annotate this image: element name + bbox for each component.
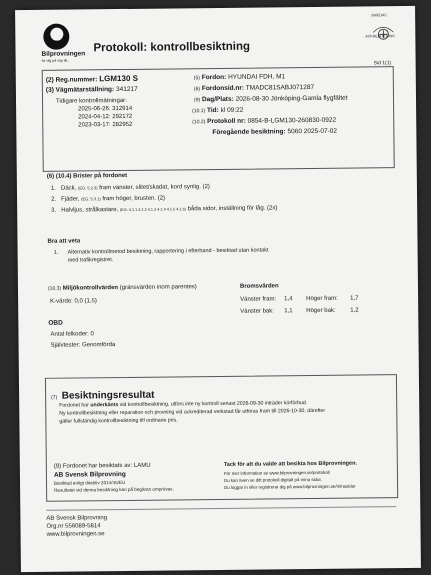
seal-text-mid: ACKREDITERING bbox=[365, 34, 395, 39]
vehicle-id: (6) Fordonsid.nr: TMADC81SABJ071287 bbox=[193, 83, 315, 93]
result-line-2: Ny kontrollbesiktning eller reparation och provning vid ackrediterad verkstad får utföras fram till 2026-10-30, därefter bbox=[59, 407, 326, 417]
brake-left-front-value: 1,4 bbox=[284, 296, 293, 303]
defect-item-2: 2. Fjäder, (EG: 5.3.1) fram höger, brusten. (2) bbox=[51, 195, 166, 203]
previous-reading-1: 2025-06-26: 312914 bbox=[78, 105, 133, 113]
footer-website: www.bilprovningen.se bbox=[46, 531, 105, 538]
thanks-heading: Tack för att du valde att besikta hos Bilprovningen. bbox=[223, 460, 358, 468]
inspector-review-note: Resultatet vid denna besiktning kan på begäran omprövas. bbox=[54, 486, 174, 493]
odometer: (3) Vägmätarställning: 341217 bbox=[45, 85, 138, 94]
brand-tagline: för dig på väg till... bbox=[41, 58, 71, 63]
brand-name: Bilprovningen bbox=[41, 50, 86, 58]
result-heading: (7) Besiktningsresultat bbox=[51, 389, 155, 402]
previous-inspection: Föregående besiktning: 5060 2025-07-02 bbox=[212, 127, 338, 137]
brake-right-front-value: 1,7 bbox=[350, 295, 359, 302]
brake-right-rear-value: 1,2 bbox=[350, 307, 359, 314]
bilprovningen-logo-icon bbox=[43, 24, 69, 50]
result-line-1: Fordonet har underkänts vid kontrollbesiktning, utförs inte ny kontroll senast 2026-09-30 inträder körförbud. bbox=[59, 400, 308, 409]
inspector-company: AB Svensk Bilprovning bbox=[53, 470, 126, 479]
thanks-line-3: Du loggar in eller registrerar dig på www.bilprovningen.se/minasidor bbox=[224, 483, 356, 490]
footer-org-number: Org.nr 556089-5814 bbox=[46, 523, 101, 530]
page-title: Protokoll: kontrollbesiktning bbox=[93, 40, 251, 55]
obd-self-tests: Självtester: Genomförda bbox=[50, 342, 116, 349]
obd-heading: OBD bbox=[48, 319, 63, 327]
inspector-line: (9) Fordonet har besiktats av: LAMU bbox=[53, 462, 151, 470]
previous-reading-3: 2023-03-17: 282952 bbox=[78, 121, 133, 129]
brake-left-front: Vänster fram: bbox=[240, 296, 277, 303]
good-to-know-line-1: Alternativ kontrollmetod besiktning, rapportering i efterhand - besiktad utan kontakt bbox=[67, 247, 269, 256]
defects-heading: (6) (10.4) Brister på fordonet bbox=[46, 172, 128, 180]
defect-item-3: 3. Halvljus, strålkastare, (EG: 4.1.1 4.1.2 4.1.3 4.1.4 4.1.5 4.1.6) båda sidor, inställning för låg. (2x) bbox=[51, 205, 278, 214]
brake-right-rear: Höger bak: bbox=[306, 307, 336, 315]
brake-values-heading: Bromsvärden bbox=[239, 283, 279, 290]
vehicle-model: (5) Fordon: HYUNDAI FDH, M1 bbox=[193, 73, 286, 82]
good-to-know-heading: Bra att veta bbox=[47, 238, 81, 245]
inspector-directive: Besiktad enligt direktiv 2014/45/EU bbox=[53, 479, 126, 486]
environment-heading: (10.3) Miljökontrollvärden (gränsvärden inom parentes) bbox=[47, 284, 197, 292]
defect-item-1: 1. Däck, (EG: 5.2.3) fram vänster, slitet/skadat, kord synlig. (2) bbox=[50, 184, 210, 192]
protocol-number: (10.2) Protokoll nr: 0854-B-LGM130-260830-0922 bbox=[192, 116, 337, 126]
page-number: Sid 1(1) bbox=[373, 60, 392, 67]
date-place: (9) Dag/Plats: 2026-08-30 Jönköping-Gamla flygfältet bbox=[193, 94, 348, 104]
previous-reading-2: 2024-04-12: 292172 bbox=[78, 113, 133, 121]
k-value: K-värde: 0,0 (1,5) bbox=[50, 298, 97, 305]
brake-left-rear-value: 1,1 bbox=[284, 308, 293, 315]
reg-number: (2) Reg.nummer: LGM130 S bbox=[45, 73, 138, 84]
good-to-know-number: 1. bbox=[53, 249, 59, 256]
brake-left-rear: Vänster bak: bbox=[240, 308, 274, 315]
protocol-document bbox=[15, 6, 421, 572]
brake-right-front: Höger fram: bbox=[306, 295, 338, 303]
good-to-know-line-2: med trafikregistret. bbox=[67, 257, 114, 264]
seal-text-top: SWEDAC bbox=[371, 13, 387, 18]
footer-divider bbox=[46, 506, 396, 511]
result-line-3: gäller fullständig kontrollbesiktning till ordinarie pris. bbox=[59, 417, 178, 425]
thanks-line-2: Du kan även se ditt protokoll digitalt på mina sidor. bbox=[223, 476, 322, 483]
inspection-time: (10.1) Tid: kl 09:22 bbox=[192, 106, 244, 115]
thanks-line-1: För mer information se www.bilprovningen.se/protokoll bbox=[223, 469, 330, 476]
footer-company: AB Svensk Bilprovning bbox=[46, 515, 108, 522]
previous-readings-label: Tidigare kontrollmätningar: bbox=[55, 97, 127, 105]
obd-fault-codes: Antal felkoder: 0 bbox=[50, 331, 94, 338]
